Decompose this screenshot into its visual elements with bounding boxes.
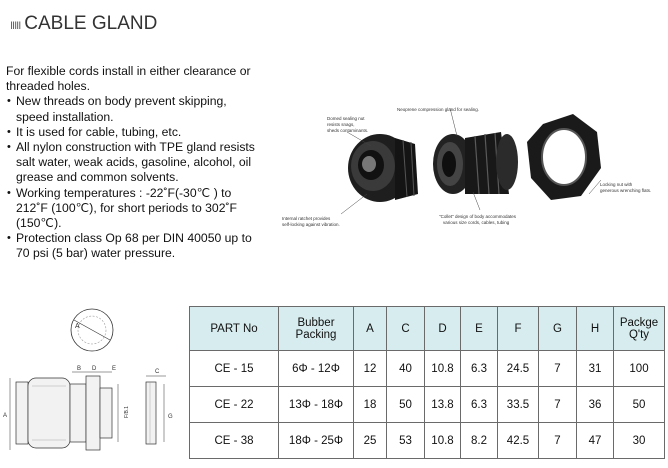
dimension-drawing xyxy=(0,306,185,463)
cable-gland-exploded-illustration xyxy=(275,102,668,250)
dim-f: F/B.1 xyxy=(124,406,130,418)
description xyxy=(6,64,256,262)
table-cell: 33.5 xyxy=(498,387,539,423)
side-view-shape xyxy=(3,366,130,450)
title-bars-icon: IIIII xyxy=(10,20,21,32)
table-cell: 42.5 xyxy=(498,423,539,459)
col-header: A xyxy=(354,307,387,351)
table-cell: 6.3 xyxy=(461,387,498,423)
col-header: C xyxy=(387,307,425,351)
table-row xyxy=(190,351,665,387)
callout-neoprene: Neoprene compression gland for sealing. xyxy=(397,107,480,112)
top-view-circle-icon xyxy=(71,309,113,351)
domed-nut-shape xyxy=(348,134,418,202)
table-cell: CE - 15 xyxy=(190,351,279,387)
dim-g: G xyxy=(168,414,173,420)
product-photo xyxy=(275,102,668,250)
table-cell: CE - 22 xyxy=(190,387,279,423)
table-cell: 7 xyxy=(539,423,577,459)
callout-domed: sheds contaminants. xyxy=(327,128,369,133)
callout-domed: Domed sealing nut xyxy=(327,116,365,121)
callout-locking: generous wrenching flats. xyxy=(600,188,652,193)
callout-collet: various size cords, cables, tubing xyxy=(443,220,510,225)
table-row xyxy=(190,387,665,423)
callout-domed: resists snags, xyxy=(327,122,355,127)
locking-nut-shape xyxy=(527,114,601,200)
table-cell: 50 xyxy=(387,387,425,423)
feature-item: • Protection class Op 68 per DIN 40050 up to 70 psi (5 bar) water pressure. xyxy=(6,231,256,261)
dim-e: E xyxy=(112,366,117,372)
table-cell: 10.8 xyxy=(425,351,461,387)
dim-d: D xyxy=(92,366,97,372)
spec-table xyxy=(189,306,665,459)
dim-c: C xyxy=(155,369,160,375)
table-cell: 18Φ - 25Φ xyxy=(279,423,354,459)
table-cell: 24.5 xyxy=(498,351,539,387)
table-cell: 18 xyxy=(354,387,387,423)
col-header: E xyxy=(461,307,498,351)
title-text: CABLE GLAND xyxy=(24,13,158,34)
dim-b: B xyxy=(77,366,82,372)
table-cell: 47 xyxy=(577,423,614,459)
locknut-view-shape xyxy=(146,369,173,444)
table-cell: 36 xyxy=(577,387,614,423)
callout-locking: Locking nut with xyxy=(600,182,633,187)
table-cell: 31 xyxy=(577,351,614,387)
callout-ratchet: self-locking against vibration. xyxy=(282,222,340,227)
table-cell: 10.8 xyxy=(425,423,461,459)
table-cell: CE - 38 xyxy=(190,423,279,459)
table-cell: 6.3 xyxy=(461,351,498,387)
callout-ratchet: Internal ratchet provides xyxy=(282,216,331,221)
table-row xyxy=(190,423,665,459)
gland-body-shape xyxy=(433,132,518,194)
col-header: D xyxy=(425,307,461,351)
col-header: H xyxy=(577,307,614,351)
table-cell: 50 xyxy=(614,387,665,423)
dim-a-top: A xyxy=(75,323,80,330)
feature-list xyxy=(6,94,256,261)
table-cell: 7 xyxy=(539,387,577,423)
technical-drawing xyxy=(0,306,185,463)
table-cell: 53 xyxy=(387,423,425,459)
col-header: F xyxy=(498,307,539,351)
table-cell: 40 xyxy=(387,351,425,387)
col-header: Packge Q'ty xyxy=(614,307,665,351)
intro-text: For flexible cords install in either clearance or threaded holes. xyxy=(6,64,251,94)
feature-item: • New threads on body prevent skipping, speed installation. xyxy=(6,94,256,124)
callout-collet: "Collet" design of body accommodates xyxy=(439,214,516,219)
table-cell: 12 xyxy=(354,351,387,387)
table-cell: 13Φ - 18Φ xyxy=(279,387,354,423)
table-cell: 8.2 xyxy=(461,423,498,459)
feature-item: • Working temperatures : -22˚F(-30℃ ) to 212˚F (100℃), for short periods to 302˚F (150℃). xyxy=(6,186,256,232)
feature-item: • All nylon construction with TPE gland resists salt water, weak acids, gasoline, alcohol, oil grease and common solvents. xyxy=(6,140,256,186)
dim-a-side: A xyxy=(3,413,8,419)
feature-item: • It is used for cable, tubing, etc. xyxy=(6,125,256,140)
col-header: G xyxy=(539,307,577,351)
table-header-row xyxy=(190,307,665,351)
table-cell: 100 xyxy=(614,351,665,387)
col-header: PART No xyxy=(190,307,279,351)
table-cell: 13.8 xyxy=(425,387,461,423)
table-cell: 6Φ - 12Φ xyxy=(279,351,354,387)
col-header: Bubber Packing xyxy=(279,307,354,351)
table-cell: 30 xyxy=(614,423,665,459)
table-cell: 25 xyxy=(354,423,387,459)
page-title xyxy=(10,13,157,35)
table-cell: 7 xyxy=(539,351,577,387)
